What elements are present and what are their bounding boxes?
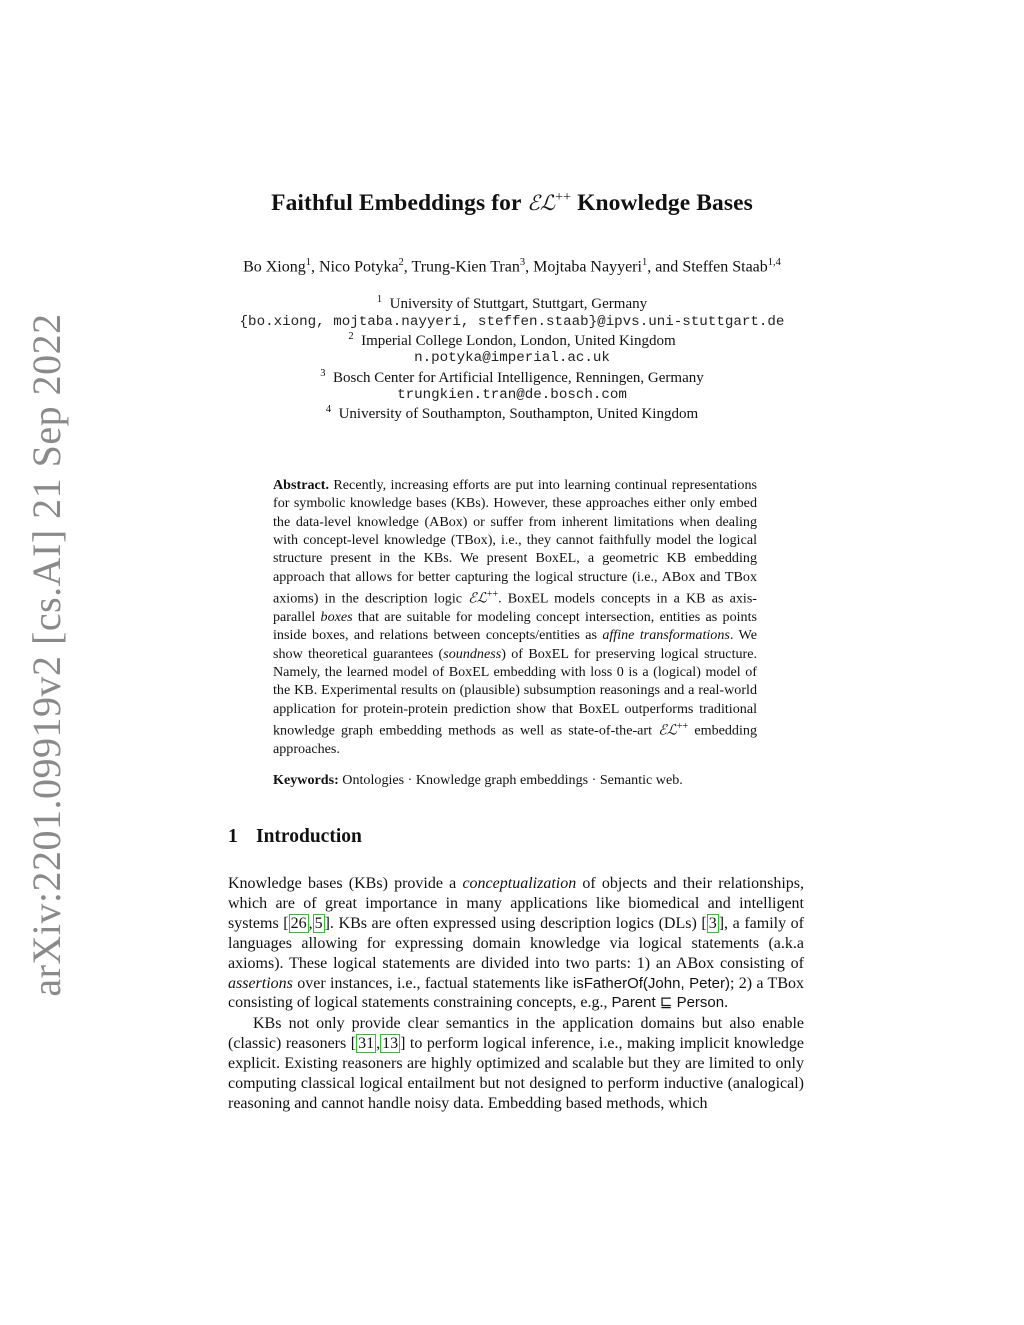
- affiliation-text: University of Stuttgart, Stuttgart, Germany: [389, 296, 648, 312]
- title-text-start: Faithful Embeddings for: [271, 190, 528, 216]
- body-text: .: [724, 994, 729, 1012]
- author-separator: ,: [647, 258, 656, 276]
- citation-link[interactable]: 3: [708, 914, 717, 932]
- logic-superscript: ++: [676, 721, 689, 733]
- affiliation-text: Bosch Center for Artificial Intelligence, Renningen, Germany: [333, 370, 704, 386]
- body-text: ] to perform logical inference, i.e., making implicit knowledge explicit. Existing reasoners are highly optimized and scalable but they are limited to only computing classical logical entailment but not designed to perform inductive (analogical) reasoning and cannot handle noisy data. Embedding based methods, which: [228, 1034, 804, 1112]
- author-name: Steffen Staab: [682, 258, 768, 276]
- affiliation-2: [0, 331, 1024, 350]
- affiliation-3-email[interactable]: trungkien.tran@de.bosch.com: [397, 387, 627, 403]
- citation-link[interactable]: 31: [358, 1034, 375, 1052]
- body-text: ; 2) a TBox consisting of logical statements constraining concepts, e.g.,: [228, 974, 804, 1012]
- citation-separator: ,: [376, 1034, 381, 1052]
- formula-subsumption: Parent ⊑ Person: [611, 994, 725, 1012]
- formula-assertion: isFatherOf(John, Peter): [572, 974, 730, 992]
- abstract-text: Recently, increasing efforts are put into learning continual representations for symbolic knowledge bases (KBs). However, these approaches either only embed the data-level knowledge (ABox) or suffer from inherent limitations when dealing with concept-level knowledge (TBox), i.e., they cannot faithfully model the logical structure present in the KBs. We present BoxEL, a geometric KB embedding approach that allows for better capturing the logical structure (i.e., ABox and TBox axioms) in the description logic: [273, 477, 757, 607]
- title-text-end: Knowledge Bases: [571, 190, 753, 216]
- citation-link[interactable]: 13: [382, 1034, 399, 1052]
- citation-separator: ,: [308, 914, 313, 932]
- keywords: [273, 772, 757, 789]
- author-name: Trung-Kien Tran: [411, 258, 520, 276]
- body-emphasis: assertions: [228, 974, 293, 992]
- abstract-text: that are suitable for modeling concept intersection, entities as points inside boxes, and relations between concepts/entities as: [273, 609, 758, 644]
- abstract-label: Abstract.: [273, 477, 329, 493]
- author-separator: ,: [403, 258, 412, 276]
- intro-paragraph-1: [228, 874, 804, 1013]
- affiliation-number: 4: [325, 404, 332, 415]
- logic-symbol: ℰℒ: [468, 590, 487, 607]
- author-name: Nico Potyka: [319, 258, 399, 276]
- author-affiliation-mark: 1: [305, 257, 311, 268]
- body-text: KBs not only provide clear semantics in the application domains but also enable (classic) reasoners [: [228, 1015, 804, 1052]
- author-name: Mojtaba Nayyeri: [533, 258, 642, 276]
- abstract-text: . BoxEL models concepts in a KB as axis-parallel: [273, 590, 757, 626]
- body-text: over instances, i.e., factual statements like: [292, 974, 573, 992]
- affiliation-1-email[interactable]: {bo.xiong, mojtaba.nayyeri, steffen.staab}@ipvs.uni-stuttgart.de: [239, 314, 785, 330]
- body-emphasis: conceptualization: [462, 875, 577, 892]
- affiliation-text: Imperial College London, London, United Kingdom: [361, 333, 676, 349]
- affiliation-text: University of Southampton, Southampton, United Kingdom: [338, 406, 699, 422]
- author-affiliation-mark: 3: [519, 257, 526, 268]
- abstract: [273, 476, 757, 759]
- affiliation-4: [0, 404, 1024, 423]
- body-text: Knowledge bases (KBs) provide a: [228, 875, 463, 892]
- affiliation-number: 1: [376, 294, 383, 305]
- affiliation-1: [0, 294, 1024, 313]
- logic-superscript: ++: [486, 589, 499, 601]
- author-list: [0, 257, 1024, 276]
- section-title: Introduction: [256, 826, 362, 847]
- logic-symbol: ℰℒ: [658, 722, 677, 739]
- author-name: Bo Xiong: [243, 258, 306, 276]
- title-logic-symbol: ℰℒ: [527, 191, 556, 215]
- affiliation-number: 2: [348, 331, 354, 342]
- intro-paragraph-2: [228, 1014, 804, 1114]
- author-separator: ,: [525, 258, 534, 276]
- citation-link[interactable]: 26: [290, 914, 307, 932]
- affiliation-2-email[interactable]: n.potyka@imperial.ac.uk: [414, 350, 610, 366]
- affiliation-number: 3: [320, 368, 326, 379]
- author-affiliation-mark: 2: [398, 257, 404, 268]
- body-text: ]. KBs are often expressed using description logics (DLs) [: [324, 914, 707, 932]
- author-affiliation-mark: 1,4: [767, 257, 781, 268]
- keywords-label: Keywords:: [273, 772, 339, 788]
- abstract-emphasis: affine transformations: [602, 627, 730, 644]
- body-text: of objects and their relationships, which are of great importance in many applications like biomedical and intelligent systems [: [228, 875, 805, 932]
- citation-link[interactable]: 5: [314, 914, 323, 932]
- section-heading: [228, 826, 362, 848]
- abstract-text: ) of BoxEL for preserving logical structure. Namely, the learned model of BoxEL embedding with loss 0 is a (logical) model of the KB. Experimental results on (plausible) subsumption reasonings and a real-world application for protein-protein prediction show that BoxEL outperforms traditional knowledge graph embedding methods as well as state-of-the-art: [273, 645, 758, 739]
- abstract-emphasis: soundness: [443, 645, 502, 662]
- author-separator: ,: [311, 258, 319, 276]
- abstract-text: embedding approaches.: [273, 722, 757, 758]
- title-logic-superscript: ++: [555, 190, 572, 206]
- paper-title: [0, 190, 1024, 217]
- abstract-emphasis: boxes: [320, 609, 353, 626]
- abstract-text: . We show theoretical guarantees (: [273, 627, 757, 662]
- section-number: 1: [228, 826, 238, 847]
- affiliation-3: [0, 368, 1024, 387]
- body-text: ], a family of languages allowing for expressing domain knowledge via logical statements (a.k.a axioms). These logical statements are divided into two parts: 1) an ABox consisting of: [228, 914, 804, 972]
- keywords-text: Ontologies · Knowledge graph embeddings · Semantic web.: [338, 772, 683, 788]
- arxiv-identifier-stamp: arXiv:2201.09919v2 [cs.AI] 21 Sep 2022: [23, 313, 69, 997]
- author-conjunction: and: [655, 258, 683, 276]
- author-affiliation-mark: 1: [641, 257, 648, 268]
